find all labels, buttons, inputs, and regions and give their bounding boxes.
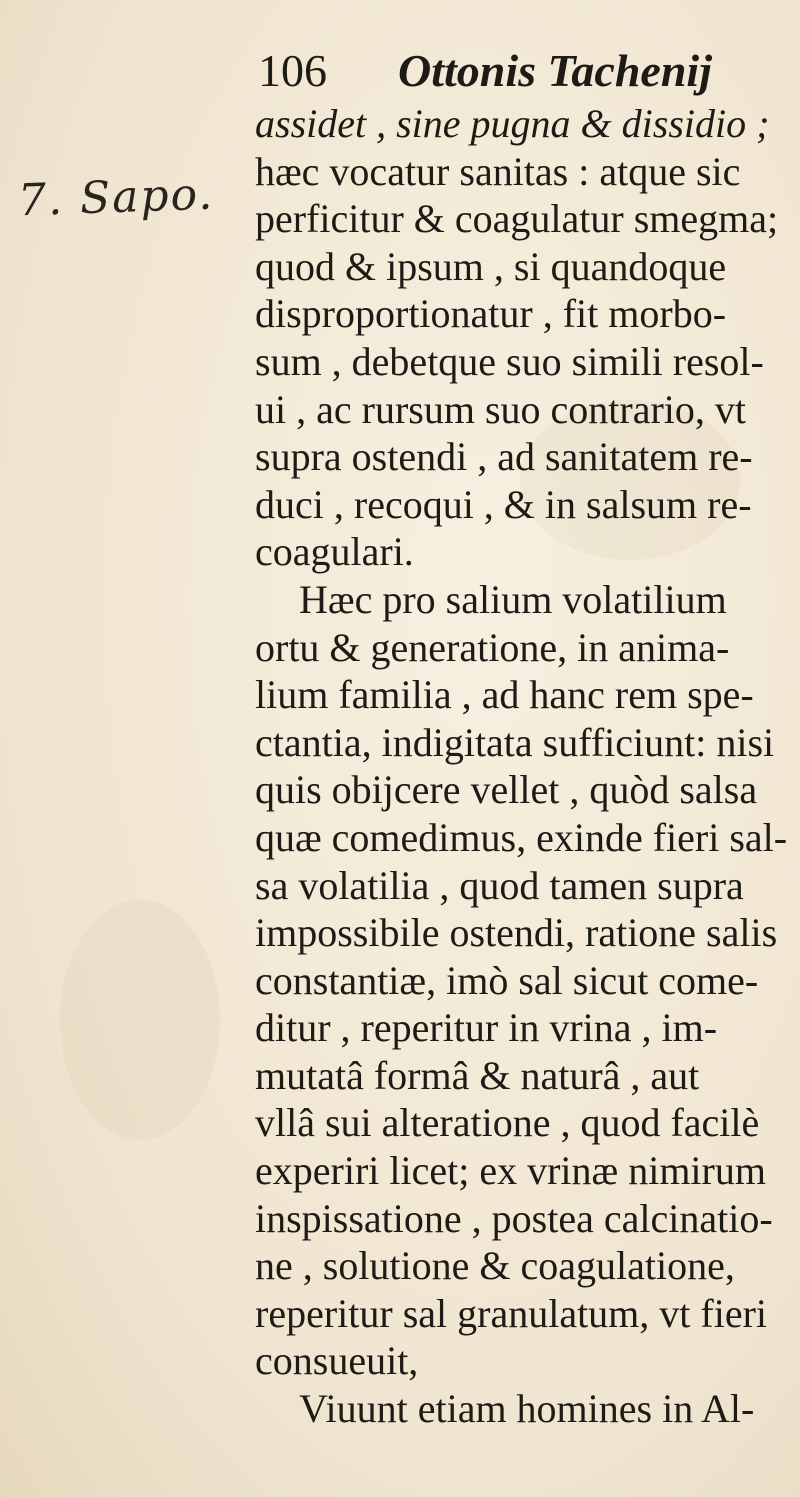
text-line: impossibile ostendi, ratione salis (255, 910, 778, 956)
text-line: disproportionatur , fit morbo- (255, 291, 727, 337)
text-line: quod & ipsum , si quandoque (255, 243, 727, 289)
text-line: mutatâ formâ & naturâ , aut (255, 1052, 700, 1098)
text-line: hæc vocatur sanitas : atque sic (255, 148, 741, 194)
text-line: sum , debetque suo simili resol- (255, 338, 764, 384)
text-line: vllâ sui alteratione , quod facilè (255, 1100, 760, 1146)
paragraph-start-line: Hæc pro salium volatilium (299, 576, 727, 622)
text-line: supra ostendi , ad sanitatem re- (255, 434, 753, 480)
text-line: constantiæ, imò sal sicut come- (255, 957, 759, 1003)
paper-stain (60, 900, 220, 1140)
text-line: sa volatilia , quod tamen supra (255, 862, 744, 908)
text-line: ui , ac rursum suo contrario, vt (255, 386, 746, 432)
text-line: duci , recoqui , & in salsum re- (255, 481, 752, 527)
text-line: experiri licet; ex vrinæ nimirum (255, 1148, 766, 1194)
text-line: ortu & generatione, in anima- (255, 624, 730, 670)
paragraph-start-line: Viuunt etiam homines in Al- (299, 1386, 755, 1432)
text-line: ctantia, indigitata sufficiunt: nisi (255, 719, 775, 765)
text-line: coagulari. (255, 529, 414, 575)
page-header (258, 44, 778, 94)
text-line: ne , solutione & coagulatione, (255, 1243, 735, 1289)
text-line: ditur , reperitur in vrina , im- (255, 1005, 718, 1051)
text-line: lium familia , ad hanc rem spe- (255, 672, 754, 718)
body-text (255, 100, 790, 1433)
text-line: perficitur & coagulatur smegma; (255, 196, 779, 242)
page-number: 106 (258, 45, 327, 96)
text-line: consueuit, (255, 1338, 419, 1384)
text-line: quæ comedimus, exinde fieri sal- (255, 814, 788, 860)
text-line: assidet , sine pugna & dissidio ; (255, 101, 770, 146)
margin-note: 7. Sapo. (17, 168, 216, 227)
running-title: Ottonis Tachenij (398, 45, 712, 96)
text-line: reperitur sal granulatum, vt fieri (255, 1290, 768, 1336)
text-line: quis obijcere vellet , quòd salsa (255, 767, 758, 813)
text-line: inspissatione , postea calcinatio- (255, 1195, 773, 1241)
